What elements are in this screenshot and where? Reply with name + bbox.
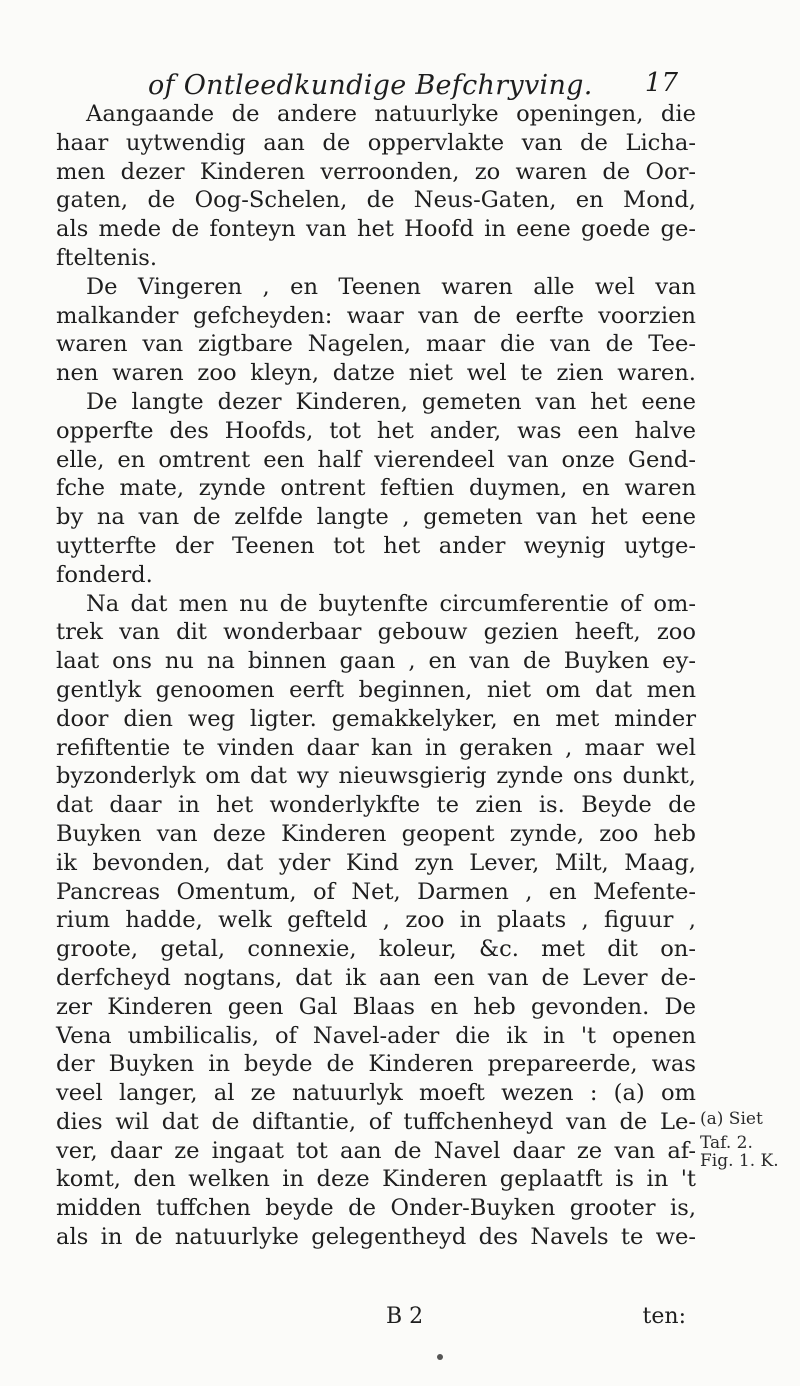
text-line: derfcheyd nogtans, dat ik aan een van de Lever de- <box>56 964 696 991</box>
text-line: Pancreas Omentum, of Net, Darmen , en Mefente- <box>56 878 696 905</box>
text-line: opperfte des Hoofds, tot het ander, was een halve <box>56 417 696 444</box>
text-line: groote, getal, connexie, koleur, &c. met dit on- <box>56 936 696 963</box>
catchword: ten: <box>642 1304 686 1329</box>
text-line: midden tuffchen beyde de Onder-Buyken grooter is, <box>56 1195 696 1222</box>
text-line: elle, en omtrent een half vierendeel van onze Gend- <box>56 446 696 473</box>
text-line: refiftentie te vinden daar kan in geraken , maar wel <box>56 734 696 761</box>
text-line: komt, den welken in deze Kinderen geplaatft is in 't <box>56 1166 696 1193</box>
text-line: Buyken van deze Kinderen geopent zynde, zoo heb <box>56 820 696 847</box>
margin-note-taf: Taf. 2. <box>700 1133 753 1153</box>
text-line: Aangaande de andere natuurlyke openingen, die <box>86 101 696 127</box>
text-line: dat daar in het wonderlykfte te zien is. Beyde de <box>56 792 696 819</box>
text-line: fche mate, zynde ontrent feftien duymen, en waren <box>56 475 696 502</box>
text-line: by na van de zelfde langte , gemeten van het eene <box>56 504 696 531</box>
text-line: door dien weg ligter. gemakkelyker, en met minder <box>56 705 696 732</box>
text-line: men dezer Kinderen verroonden, zo waren de Oor- <box>56 158 696 185</box>
text-line: waren van zigtbare Nagelen, maar die van de Tee- <box>56 331 696 358</box>
signature-mark: B 2 <box>386 1304 424 1329</box>
text-line: rium hadde, welk gefteld , zoo in plaats , figuur , <box>56 907 696 934</box>
text-line: als in de natuurlyke gelegentheyd des Navels te we- <box>56 1224 696 1251</box>
margin-note-a: (a) Siet <box>700 1109 763 1129</box>
text-line: ver, daar ze ingaat tot aan de Navel daar ze van af- <box>56 1137 696 1164</box>
text-line: De langte dezer Kinderen, gemeten van het eene <box>86 388 696 415</box>
text-line: fonderd. <box>56 561 153 588</box>
margin-note-fig: Fig. 1. K. <box>700 1151 779 1171</box>
text-line: als mede de fonteyn van het Hoofd in eene goede ge- <box>56 216 696 243</box>
page-number: 17 <box>644 68 678 98</box>
text-line: der Buyken in beyde de Kinderen prepareerde, was <box>56 1051 696 1078</box>
body-text <box>56 100 696 1252</box>
text-line: De Vingeren , en Teenen waren alle wel van <box>86 273 696 300</box>
text-line: haar uytwendig aan de oppervlakte van de Licha- <box>56 129 696 156</box>
text-line: Na dat men nu de buytenfte circumferentie of om- <box>86 590 696 617</box>
text-line: laat ons nu na binnen gaan , en van de Buyken ey- <box>56 648 696 675</box>
text-line: ik bevonden, dat yder Kind zyn Lever, Milt, Maag, <box>56 849 696 876</box>
text-line: veel langer, al ze natuurlyk moeft wezen : (a) om <box>56 1080 696 1107</box>
text-line: gaten, de Oog-Schelen, de Neus-Gaten, en Mond, <box>56 187 696 214</box>
text-line: trek van dit wonderbaar gebouw gezien heeft, zoo <box>56 619 696 646</box>
text-line: fteltenis. <box>56 244 158 271</box>
text-line: malkander gefcheyden: waar van de eerfte voorzien <box>56 302 696 329</box>
text-line: zer Kinderen geen Gal Blaas en heb gevonden. De <box>56 993 696 1020</box>
text-line: byzonderlyk om dat wy nieuwsgierig zynde ons dunkt, <box>56 763 696 790</box>
text-line: uytterfte der Teenen tot het ander weynig uytge- <box>56 532 696 559</box>
text-line: Vena umbilicalis, of Navel-ader die ik in 't openen <box>56 1022 696 1049</box>
text-line: dies wil dat de diftantie, of tuffchenheyd van de Le- <box>56 1108 696 1135</box>
page-footer <box>386 1304 686 1334</box>
text-line: nen waren zoo kleyn, datze niet wel te zien waren. <box>56 360 696 387</box>
text-line: gentlyk genoomen eerft beginnen, niet om dat men <box>56 676 696 703</box>
running-head: of Ontleedkundige Befchryving. <box>148 70 593 101</box>
ink-speck <box>437 1354 443 1360</box>
